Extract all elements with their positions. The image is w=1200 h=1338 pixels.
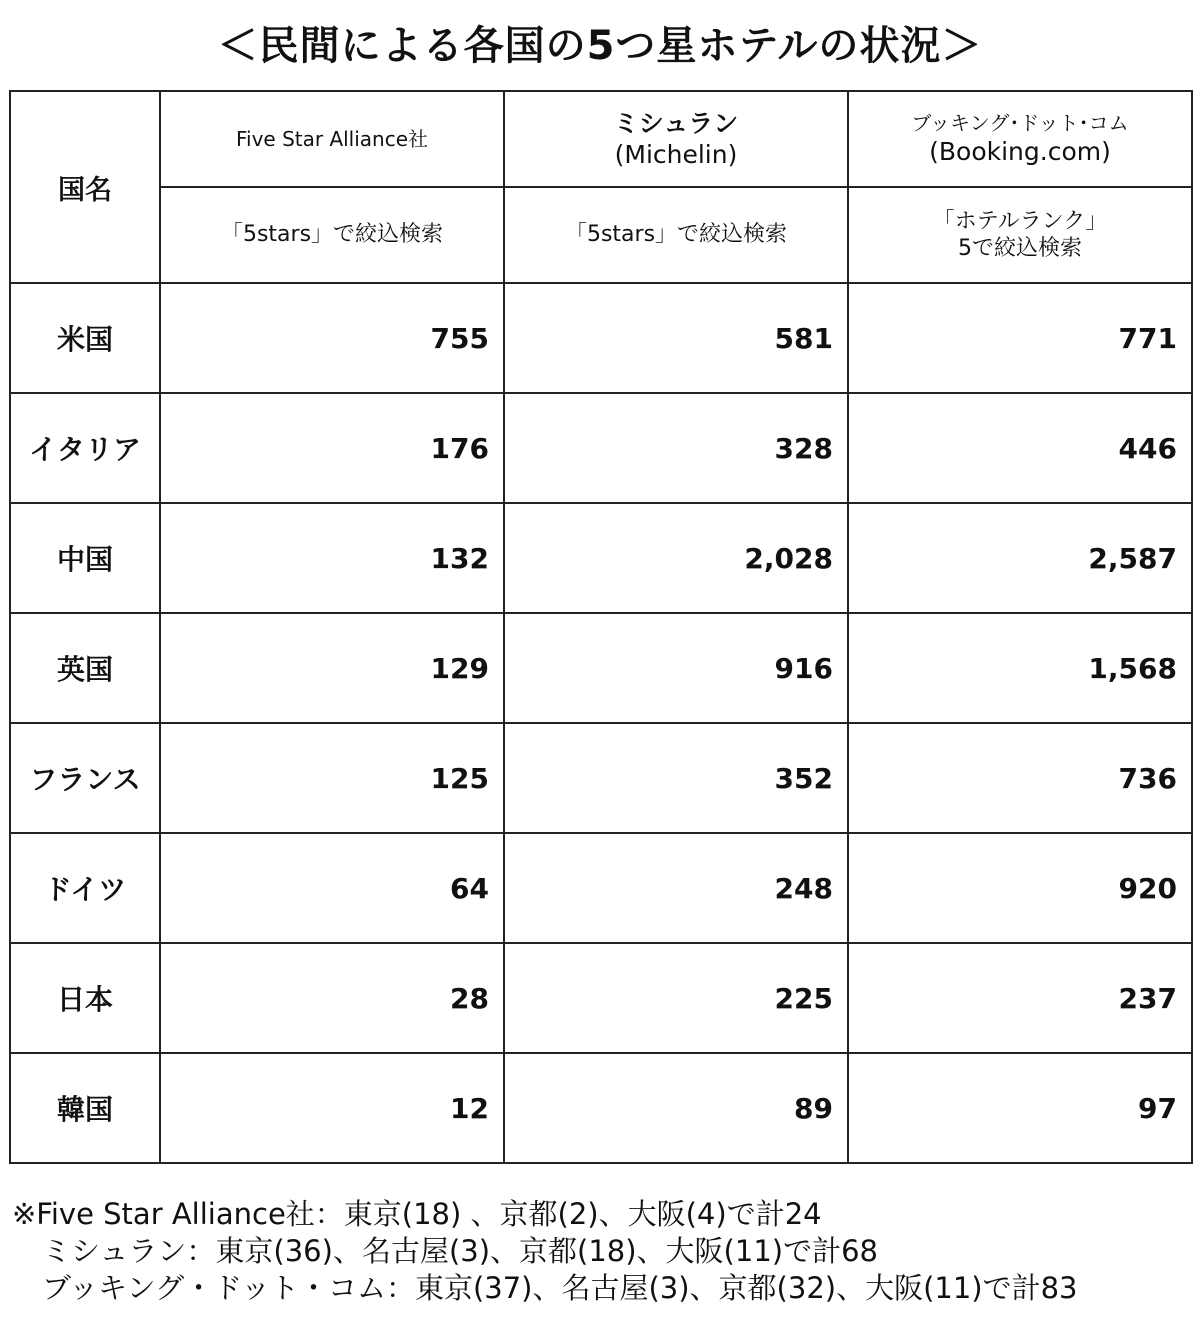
source-name: ブッキング･ドット･コム	[911, 110, 1129, 135]
value-cell: 12	[160, 1053, 504, 1163]
footnote-line: ※Five Star Alliance社：東京(18) 、京都(2)、大阪(4)で計24	[12, 1197, 822, 1231]
footnote-line: ブッキング・ドット・コム：東京(37)、名古屋(3)、京都(32)、大阪(11)で計83	[42, 1271, 1078, 1305]
source-header-booking	[848, 91, 1192, 187]
value-cell: 328	[504, 393, 848, 503]
value-cell: 916	[504, 613, 848, 723]
value-cell: 755	[160, 283, 504, 393]
criteria-line: 5で絞込検索	[958, 236, 1082, 261]
value-cell: 97	[848, 1053, 1192, 1163]
table-row	[10, 503, 1192, 613]
page-title: ＜民間による各国の5つ星ホテルの状況＞	[217, 23, 983, 69]
country-column-header: 国名	[10, 91, 160, 283]
table-row	[10, 393, 1192, 503]
table-row	[10, 943, 1192, 1053]
source-header-michelin	[504, 91, 848, 187]
country-cell: 日本	[10, 943, 160, 1053]
value-cell: 581	[504, 283, 848, 393]
value-cell: 132	[160, 503, 504, 613]
criteria-line: 「5stars」で絞込検索	[220, 222, 444, 248]
source-header-fivestar	[160, 91, 504, 187]
source-subname: (Michelin)	[614, 140, 738, 169]
source-subname: (Booking.com)	[929, 136, 1111, 166]
value-cell: 28	[160, 943, 504, 1053]
value-cell: 2,028	[504, 503, 848, 613]
country-cell: 米国	[10, 283, 160, 393]
value-cell: 2,587	[848, 503, 1192, 613]
criteria-michelin	[504, 187, 848, 283]
value-cell: 89	[504, 1053, 848, 1163]
value-cell: 237	[848, 943, 1192, 1053]
country-cell: イタリア	[10, 393, 160, 503]
criteria-booking	[848, 187, 1192, 283]
value-cell: 771	[848, 283, 1192, 393]
value-cell: 446	[848, 393, 1192, 503]
value-cell: 125	[160, 723, 504, 833]
value-cell: 920	[848, 833, 1192, 943]
value-cell: 1,568	[848, 613, 1192, 723]
table-row	[10, 1053, 1192, 1163]
header-row-sources	[10, 91, 1192, 187]
source-name: Five Star Alliance社	[235, 126, 429, 151]
table-row	[10, 283, 1192, 393]
value-cell: 248	[504, 833, 848, 943]
value-cell: 352	[504, 723, 848, 833]
hotel-table	[9, 90, 1193, 1164]
footnotes	[12, 1196, 1078, 1307]
source-name: ミシュラン	[613, 108, 739, 138]
table-row	[10, 613, 1192, 723]
criteria-line: 「5stars」で絞込検索	[564, 222, 788, 248]
value-cell: 176	[160, 393, 504, 503]
table-row	[10, 723, 1192, 833]
country-cell: 中国	[10, 503, 160, 613]
country-cell: フランス	[10, 723, 160, 833]
criteria-line: 「ホテルランク」	[932, 208, 1108, 234]
value-cell: 225	[504, 943, 848, 1053]
header-row-criteria	[10, 187, 1192, 283]
table-row	[10, 833, 1192, 943]
country-cell: ドイツ	[10, 833, 160, 943]
footnote-line: ミシュラン：東京(36)、名古屋(3)、京都(18)、大阪(11)で計68	[42, 1234, 878, 1268]
criteria-fivestar	[160, 187, 504, 283]
value-cell: 129	[160, 613, 504, 723]
country-cell: 韓国	[10, 1053, 160, 1163]
value-cell: 736	[848, 723, 1192, 833]
value-cell: 64	[160, 833, 504, 943]
country-cell: 英国	[10, 613, 160, 723]
